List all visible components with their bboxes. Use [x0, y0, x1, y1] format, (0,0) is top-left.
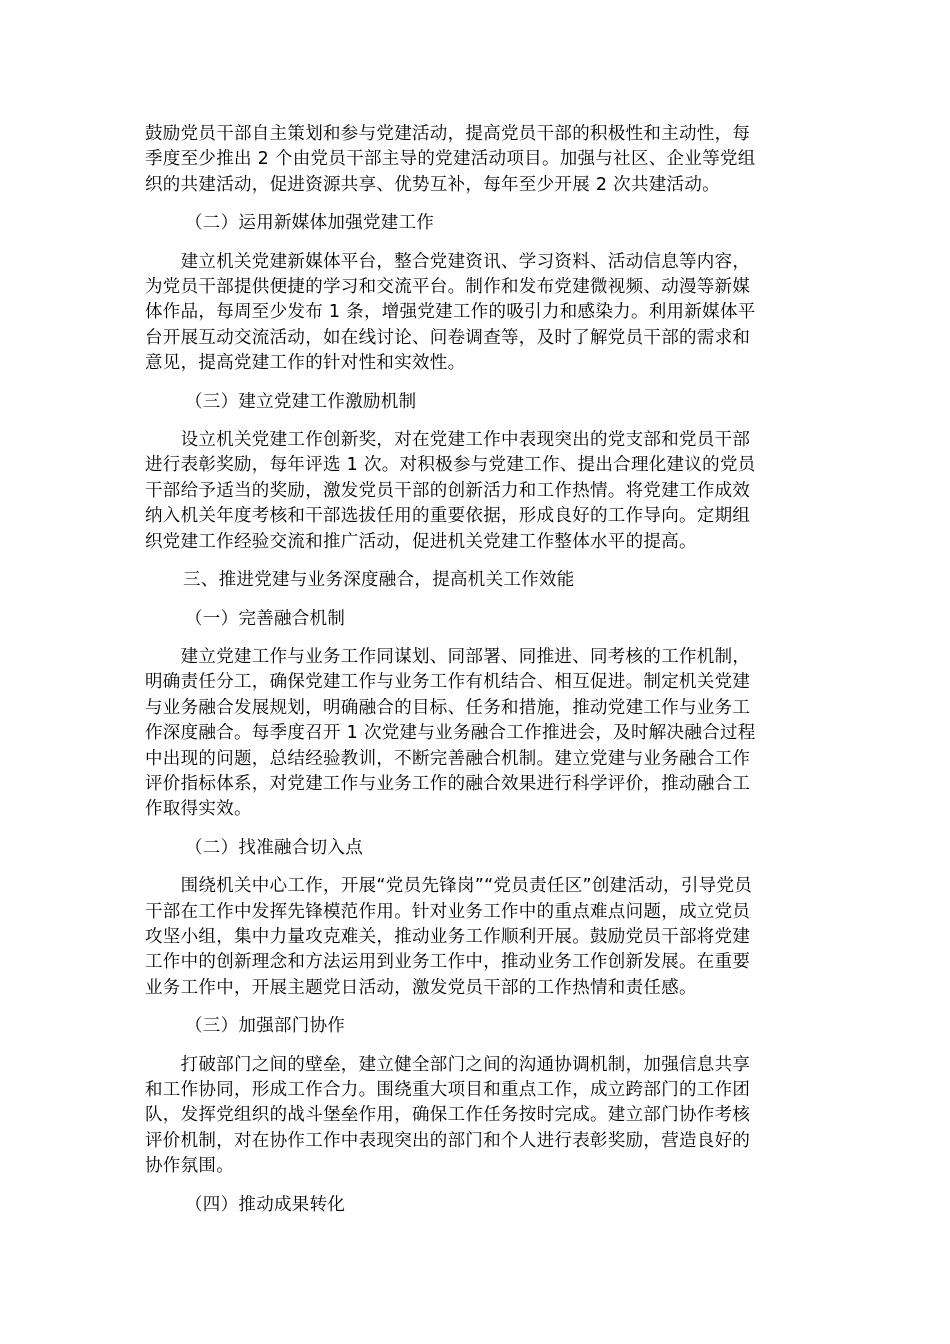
section-subheading: （四）推动成果转化	[185, 1194, 346, 1215]
paragraph-line: 打破部门之间的壁垒，建立健全部门之间的沟通协调机制，加强信息共享	[145, 1054, 751, 1075]
paragraph	[145, 1053, 807, 1180]
paragraph	[145, 645, 807, 823]
paragraph-line: 建立党建工作与业务工作同谋划、同部署、同推进、同考核的工作机制，	[145, 646, 751, 667]
paragraph-line: 干部在工作中发挥先锋模范作用。针对业务工作中的重点难点问题，成立党员	[145, 901, 751, 922]
section-heading: 三、推进党建与业务深度融合，提高机关工作效能	[183, 570, 575, 591]
paragraph-line: 台开展互动交流活动，如在线讨论、问卷调查等，及时了解党员干部的需求和	[145, 327, 751, 348]
paragraph-line: 建立机关党建新媒体平台，整合党建资讯、学习资料、活动信息等内容，	[145, 251, 751, 272]
section-subheading: （二）运用新媒体加强党建工作	[185, 213, 435, 234]
paragraph-line: 评价指标体系，对党建工作与业务工作的融合效果进行科学评价，推动融合工	[145, 773, 751, 794]
paragraph	[145, 428, 807, 555]
paragraph-line: 工作中的创新理念和方法运用到业务工作中，推动业务工作创新发展。在重要	[145, 952, 751, 973]
paragraph-line: 业务工作中，开展主题党日活动，激发党员干部的工作热情和责任感。	[145, 977, 697, 998]
section-subheading: （一）完善融合机制	[185, 608, 346, 629]
paragraph-line: 纳入机关年度考核和干部选拔任用的重要依据，形成良好的工作导向。定期组	[145, 506, 751, 527]
paragraph-line: 队，发挥党组织的战斗堡垒作用，确保工作任务按时完成。建立部门协作考核	[145, 1105, 751, 1126]
paragraph-line: 和工作协同，形成工作合力。围绕重大项目和重点工作，成立跨部门的工作团	[145, 1080, 751, 1100]
section-subheading: （三）加强部门协作	[185, 1016, 346, 1037]
paragraph-line: 作深度融合。每季度召开 1 次党建与业务融合工作推进会，及时解决融合过程	[145, 723, 756, 744]
paragraph-line: 评价机制，对在协作工作中表现突出的部门和个人进行表彰奖励，营造良好的	[145, 1130, 751, 1151]
paragraph-line: 围绕机关中心工作，开展“党员先锋岗”“党员责任区”创建活动，引导党员	[145, 876, 753, 897]
paragraph-line: 中出现的问题，总结经验教训，不断完善融合机制。建立党建与业务融合工作	[145, 748, 751, 769]
paragraph	[145, 874, 807, 1001]
paragraph-line: 干部给予适当的奖励，激发党员干部的创新活力和工作热情。将党建工作成效	[145, 480, 751, 501]
paragraph-line: 为党员干部提供便捷的学习和交流平台。制作和发布党建微视频、动漫等新媒	[145, 277, 751, 298]
paragraph-line: 体作品，每周至少发布 1 条，增强党建工作的吸引力和感染力。利用新媒体平	[145, 302, 756, 323]
section-subheading: （三）建立党建工作激励机制	[185, 391, 417, 412]
section-subheading: （二）找准融合切入点	[185, 837, 363, 858]
paragraph-line: 与业务融合发展规划，明确融合的目标、任务和措施，推动党建工作与业务工	[145, 697, 751, 718]
paragraph	[145, 250, 807, 377]
paragraph-line: 作取得实效。	[145, 799, 252, 820]
paragraph-line: 协作氛围。	[145, 1156, 234, 1177]
paragraph-line: 明确责任分工，确保党建工作与业务工作有机结合、相互促进。制定机关党建	[145, 672, 751, 693]
document-page	[145, 122, 807, 1231]
paragraph-line: 季度至少推出 2 个由党员干部主导的党建活动项目。加强与社区、企业等党组	[145, 149, 756, 170]
paragraph-line: 织党建工作经验交流和推广活动，促进机关党建工作整体水平的提高。	[145, 531, 697, 552]
paragraph-line: 攻坚小组，集中力量攻克难关，推动业务工作顺利开展。鼓励党员干部将党建	[145, 926, 751, 947]
paragraph-line: 进行表彰奖励，每年评选 1 次。对积极参与党建工作、提出合理化建议的党员	[145, 455, 756, 476]
paragraph-line: 织的共建活动，促进资源共享、优势互补，每年至少开展 2 次共建活动。	[145, 174, 720, 195]
paragraph-line: 鼓励党员干部自主策划和参与党建活动，提高党员干部的积极性和主动性，每	[145, 124, 751, 144]
paragraph-line: 设立机关党建工作创新奖，对在党建工作中表现突出的党支部和党员干部	[145, 430, 751, 451]
paragraph-line: 意见，提高党建工作的针对性和实效性。	[145, 353, 466, 374]
paragraph	[145, 122, 807, 198]
